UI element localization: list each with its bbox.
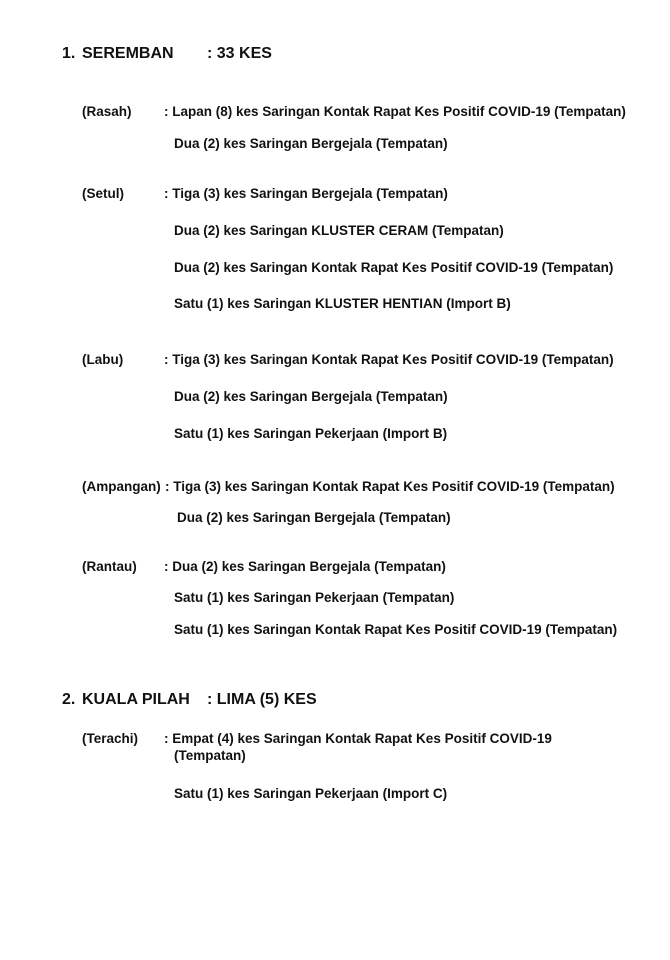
area-labu-line-3: Satu (1) kes Saringan Pekerjaan (Import B) xyxy=(174,426,448,441)
section-1-district: SEREMBAN xyxy=(82,45,174,62)
area-rantau-name: (Rantau) xyxy=(82,559,137,574)
area-labu-line-1: : Tiga (3) kes Saringan Kontak Rapat Kes Positif COVID-19 (Tempatan) xyxy=(164,352,614,367)
area-terachi-name: (Terachi) xyxy=(82,731,139,746)
area-ampangan-line-2: Dua (2) kes Saringan Bergejala (Tempatan) xyxy=(177,510,451,525)
area-rasah-line-1: : Lapan (8) kes Saringan Kontak Rapat Kes Positif COVID-19 (Tempatan) xyxy=(164,104,626,119)
area-setul-line-2: Dua (2) kes Saringan KLUSTER CERAM (Tempatan) xyxy=(174,223,504,238)
area-setul-line-1: : Tiga (3) kes Saringan Bergejala (Tempatan) xyxy=(164,186,448,201)
section-2-number: 2. xyxy=(62,691,76,708)
area-rasah-name: (Rasah) xyxy=(82,104,132,119)
area-terachi-line-2: Satu (1) kes Saringan Pekerjaan (Import C) xyxy=(174,786,448,801)
section-2-district: KUALA PILAH xyxy=(82,691,190,708)
area-labu-name: (Labu) xyxy=(82,352,124,367)
area-ampangan-name: (Ampangan) xyxy=(82,479,161,494)
area-terachi-line-1-text: : Empat (4) kes Saringan Kontak Rapat Kes Positif COVID-19 (Tempatan) xyxy=(164,731,552,763)
section-2-total: : LIMA (5) KES xyxy=(207,691,317,708)
section-1-total: : 33 KES xyxy=(207,45,272,62)
area-rasah-line-2: Dua (2) kes Saringan Bergejala (Tempatan) xyxy=(174,136,448,151)
area-labu-line-2: Dua (2) kes Saringan Bergejala (Tempatan) xyxy=(174,389,448,404)
area-setul-line-4: Satu (1) kes Saringan KLUSTER HENTIAN (Import B) xyxy=(174,296,511,311)
area-terachi-line-1 xyxy=(164,730,574,764)
area-setul-name: (Setul) xyxy=(82,186,124,201)
section-1-number: 1. xyxy=(62,45,76,62)
area-setul-line-3: Dua (2) kes Saringan Kontak Rapat Kes Positif COVID-19 (Tempatan) xyxy=(174,260,614,275)
area-ampangan-line-1: : Tiga (3) kes Saringan Kontak Rapat Kes Positif COVID-19 (Tempatan) xyxy=(165,479,615,494)
area-rantau-line-3: Satu (1) kes Saringan Kontak Rapat Kes Positif COVID-19 (Tempatan) xyxy=(174,622,618,637)
area-rantau-line-1: : Dua (2) kes Saringan Bergejala (Tempatan) xyxy=(164,559,446,574)
area-rantau-line-2: Satu (1) kes Saringan Pekerjaan (Tempatan) xyxy=(174,590,455,605)
